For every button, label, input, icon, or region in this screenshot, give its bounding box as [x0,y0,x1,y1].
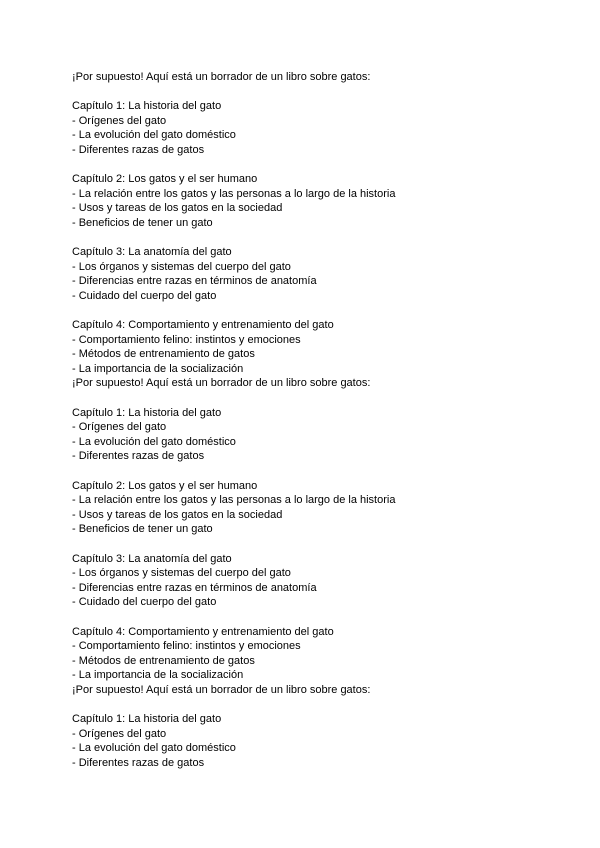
chapter-bullet-item: - Comportamiento felino: instintos y emociones [72,333,301,346]
chapter-bullet-item: - Diferentes razas de gatos [72,756,205,769]
chapter-bullet-item: - La importancia de la socialización [72,669,244,682]
chapter-bullet-item: - Orígenes del gato [72,114,167,127]
chapter-heading: Capítulo 3: La anatomía del gato [72,246,232,259]
chapter-bullet-item: - Los órganos y sistemas del cuerpo del gato [72,567,291,580]
blank-line [72,537,552,552]
intro-line: ¡Por supuesto! Aquí está un borrador de un libro sobre gatos: [72,377,371,390]
blank-line [72,610,552,625]
chapter-heading: Capítulo 3: La anatomía del gato [72,552,232,565]
chapter-bullet-item: - Cuidado del cuerpo del gato [72,289,217,302]
intro-line: ¡Por supuesto! Aquí está un borrador de un libro sobre gatos: [72,71,371,83]
chapter-bullet-item: - Beneficios de tener un gato [72,216,213,229]
chapter-bullet-item: - Usos y tareas de los gatos en la sociedad [72,508,283,521]
chapter-heading: Capítulo 1: La historia del gato [72,406,222,419]
chapter-bullet-item: - La evolución del gato doméstico [72,129,236,142]
chapter-bullet-item: - Beneficios de tener un gato [72,523,213,536]
chapter-heading: Capítulo 2: Los gatos y el ser humano [72,173,258,186]
chapter-bullet-item: - Orígenes del gato [72,421,167,434]
blank-line [72,158,552,173]
chapter-bullet-item: - Cuidado del cuerpo del gato [72,596,217,609]
chapter-bullet-item: - La evolución del gato doméstico [72,742,236,755]
chapter-bullet-item: - Los órganos y sistemas del cuerpo del gato [72,260,291,273]
chapter-heading: Capítulo 2: Los gatos y el ser humano [72,479,258,492]
chapter-bullet-item: - Diferentes razas de gatos [72,143,205,156]
blank-line [72,85,552,100]
chapter-bullet-item: - La evolución del gato doméstico [72,435,236,448]
chapter-bullet-item: - La importancia de la socialización [72,362,244,375]
chapter-heading: Capítulo 1: La historia del gato [72,713,222,726]
chapter-heading: Capítulo 4: Comportamiento y entrenamiento del gato [72,319,334,332]
chapter-heading: Capítulo 4: Comportamiento y entrenamiento del gato [72,625,334,638]
chapter-bullet-item: - Usos y tareas de los gatos en la sociedad [72,202,283,215]
blank-line [72,698,552,713]
chapter-bullet-item: - Orígenes del gato [72,727,167,740]
blank-line [72,231,552,246]
blank-line [72,464,552,479]
chapter-bullet-item: - Métodos de entrenamiento de gatos [72,654,255,667]
chapter-bullet-item: - Diferentes razas de gatos [72,450,205,463]
intro-line: ¡Por supuesto! Aquí está un borrador de un libro sobre gatos: [72,683,371,696]
chapter-bullet-item: - Métodos de entrenamiento de gatos [72,348,255,361]
chapter-bullet-item: - Diferencias entre razas en términos de anatomía [72,275,317,288]
blank-line [72,304,552,319]
document-body [72,70,552,771]
chapter-bullet-item: - La relación entre los gatos y las personas a lo largo de la historia [72,494,396,507]
blank-line [72,391,552,406]
chapter-bullet-item: - Comportamiento felino: instintos y emociones [72,640,301,653]
chapter-bullet-item: - Diferencias entre razas en términos de anatomía [72,581,317,594]
chapter-heading: Capítulo 1: La historia del gato [72,100,222,113]
chapter-bullet-item: - La relación entre los gatos y las personas a lo largo de la historia [72,187,396,200]
